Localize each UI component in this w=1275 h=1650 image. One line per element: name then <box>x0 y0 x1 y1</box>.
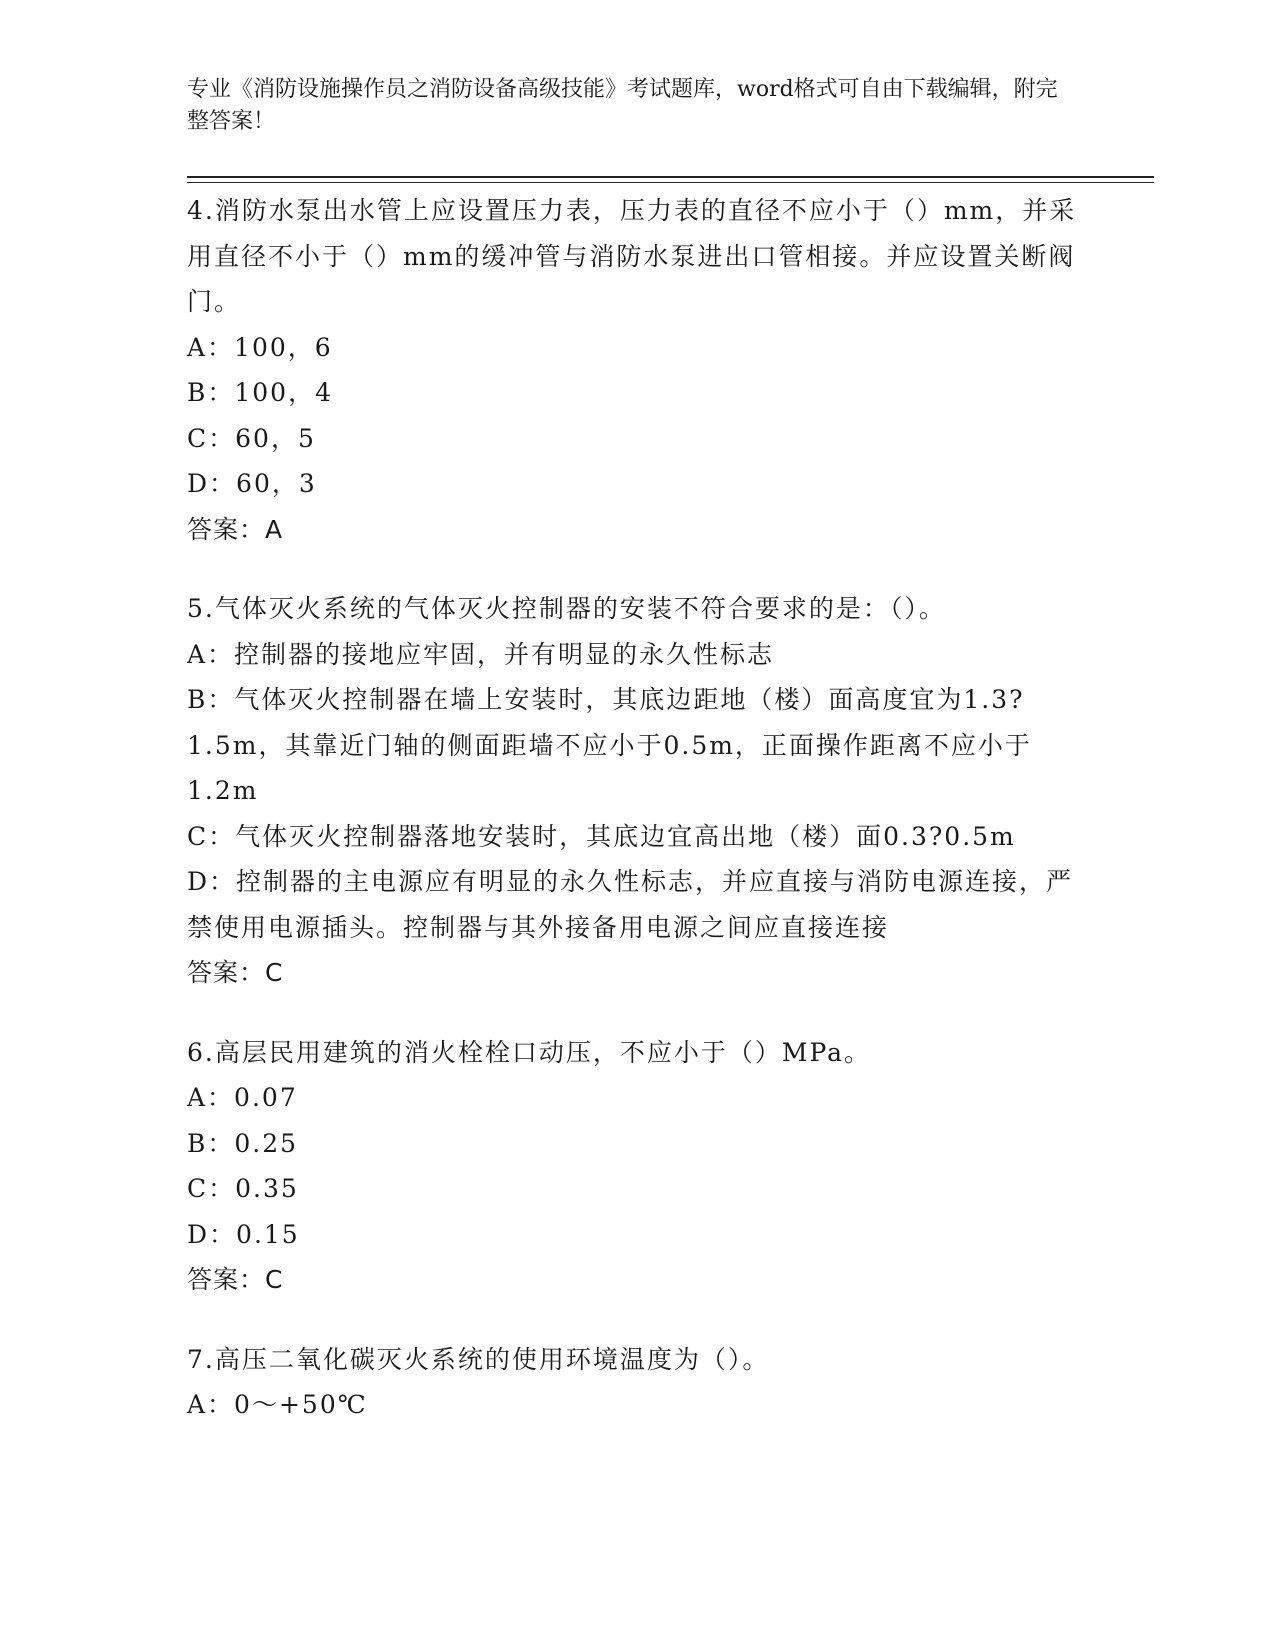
question-5 <box>187 586 1077 996</box>
option-d: D：控制器的主电源应有明显的永久性标志，并应直接与消防电源连接，严禁使用电源插头。控制器与其外接备用电源之间应直接连接 <box>187 867 1074 942</box>
question-stem: 6.高层民用建筑的消火栓栓口动压，不应小于（）MPa。 <box>187 1037 872 1067</box>
header-rule-thick <box>187 176 1154 178</box>
document-header: 专业《消防设施操作员之消防设备高级技能》考试题库，word格式可自由下载编辑，附完整答案！ <box>187 77 1058 134</box>
question-list <box>187 188 1077 1462</box>
option-d: D：60，3 <box>187 469 317 498</box>
header-rule-thin <box>187 182 1154 183</box>
question-stem: 5.气体灭火系统的气体灭火控制器的安装不符合要求的是：（）。 <box>187 594 946 623</box>
answer: 答案：A <box>187 514 284 544</box>
option-a: A：0～+50℃ <box>187 1390 368 1419</box>
option-a: A：0.07 <box>187 1083 298 1112</box>
question-7 <box>187 1337 1077 1428</box>
answer: 答案：C <box>187 1265 284 1294</box>
option-b: B：气体灭火控制器在墙上安装时，其底边距地（楼）面高度宜为1.3?1.5m，其靠近门轴的侧面距墙不应小于0.5m，正面操作距离不应小于1.2m <box>187 685 1032 805</box>
answer: 答案：C <box>187 958 284 987</box>
option-d: D：0.15 <box>187 1219 300 1249</box>
option-c: C：0.35 <box>187 1174 299 1203</box>
option-c: C：60，5 <box>187 423 316 453</box>
option-a: A：控制器的接地应牢固，并有明显的永久性标志 <box>187 639 775 669</box>
option-a: A：100，6 <box>187 332 333 362</box>
question-stem: 4.消防水泵出水管上应设置压力表，压力表的直径不应小于（）mm，并采用直径不小于（）mm的缓冲管与消防水泵进出口管相接。并应设置关断阀门。 <box>187 196 1077 316</box>
question-stem: 7.高压二氧化碳灭火系统的使用环境温度为（）。 <box>187 1344 770 1374</box>
option-c: C：气体灭火控制器落地安装时，其底边宜高出地（楼）面0.3?0.5m <box>187 821 1016 851</box>
question-4 <box>187 188 1077 552</box>
question-6 <box>187 1030 1077 1303</box>
option-b: B：100，4 <box>187 378 333 407</box>
option-b: B：0.25 <box>187 1128 299 1158</box>
